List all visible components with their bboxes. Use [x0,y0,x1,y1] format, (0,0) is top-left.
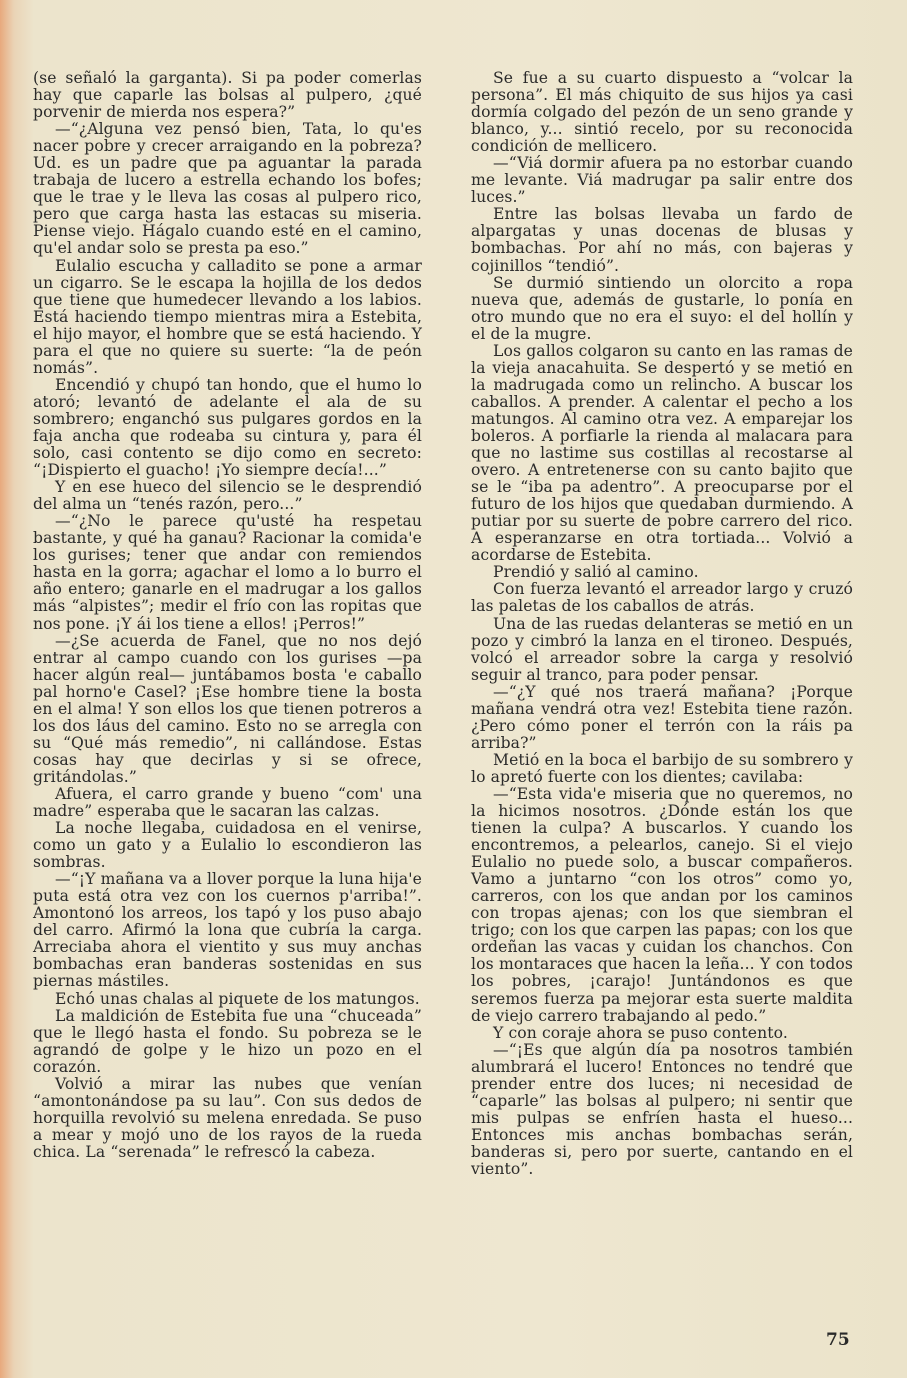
paragraph: Entre las bolsas llevaba un fardo de alpargatas y unas docenas de blusas y bombachas. Por ahí no más, con bajeras y cojinillos “tendió”. [471,205,853,275]
paragraph: Prendió y salió al camino. [493,563,699,582]
paragraph: Se durmió sintiendo un olorcito a ropa nueva que, además de gustarle, lo ponía en otro mundo que no era el suyo: el del hollín y el de la mugre. [471,273,853,343]
paragraph: Y en ese hueco del silencio se le desprendió del alma un “tenés razón, pero...” [33,478,422,514]
paragraph: Eulalio escucha y calladito se pone a armar un cigarro. Se le escapa la hojilla de los dedos que tiene que humedecer llevando a los labios. Está haciendo tiempo mientras mira a Estebita, el hijo mayor, el hombre que se está haciendo. Y para el que no quiere su suerte: “la de peón nomás”. [33,256,422,377]
paragraph: —“¡Es que algún día pa nosotros también alumbrará el lucero! Entonces no tendré que prender entre dos luces; ni necesidad de “caparle” las bolsas al pulpero; ni sentir que mis pulpas se enfríen hasta el hueso... Entonces mis anchas bombachas serán, banderas si, pero por suerte, cantando en el viento”. [471,1040,853,1178]
paragraph: Metió en la boca el barbijo de su sombrero y lo apretó fuerte con los dientes; cavilaba: [471,750,853,786]
right-text-column [471,70,853,1178]
paragraph: La maldición de Estebita fue una “chuceada” que le llegó hasta el fondo. Su pobreza se le agrandó de golpe y le hizo un pozo en el corazón. [33,1006,422,1076]
paragraph: Con fuerza levantó el arreador largo y cruzó las paletas de los caballos de atrás. [471,580,853,616]
paragraph: —¿Se acuerda de Fanel, que no nos dejó entrar al campo cuando con los gurises —pa hacer algún real— juntábamos bosta 'e caballo pal horno'e Casel? ¡Ese hombre tiene la bosta en el alma! Y son ellos los que tienen potreros a los dos láus del camino. Esto no se arregla con su “Qué más remedio”, ni callándose. Estas cosas hay que decirlas y si se ofrece, gritándolas.” [33,631,422,786]
paragraph: (se señaló la garganta). Si pa poder comerlas hay que caparle las bolsas al pulpero, ¿qué porvenir de mierda nos espera?” [33,69,422,122]
paragraph: Encendió y chupó tan hondo, que el humo lo atoró; levantó de adelante el ala de su sombrero; enganchó sus pulgares gordos en la faja ancha que rodeaba su cintura y, para él solo, casi contento se dijo como en secreto: “¡Dispierto el guacho! ¡Yo siempre decía!...” [33,375,422,480]
left-text-column [33,70,422,1161]
paragraph: Afuera, el carro grande y bueno “com' una madre” esperaba que le sacaran las calzas. [33,784,422,821]
paragraph: Y con coraje ahora se puso contento. [493,1023,788,1042]
paragraph: Volvió a mirar las nubes que venían “amontonándose pa su lau”. Con sus dedos de horquilla revolvió su melena enredada. Se puso a mear y mojó uno de los rayos de la rueda chica. La “serenada” le refrescó la cabeza. [33,1074,422,1161]
paragraph: —“Viá dormir afuera pa no estorbar cuando me levante. Viá madrugar pa salir entre dos luces.” [471,154,853,207]
paragraph: Echó unas chalas al piquete de los matungos. [55,989,420,1008]
paragraph: Una de las ruedas delanteras se metió en un pozo y cimbró la lanza en el tironeo. Después, volcó el arreador sobre la carga y resolvió seguir al tranco, para poder pensar. [471,614,853,684]
page-number: 75 [826,1330,850,1350]
paragraph: —“¿Alguna vez pensó bien, Tata, lo qu'es nacer pobre y crecer arraigando en la pobreza? Ud. es un padre que pa aguantar la parada trabaja de lucero a estrella echando los bofes; que le trae y le lleva las cosas al pulpero rico, pero que carga hasta las estacas su miseria. Piense viejo. Hágalo cuando esté en el camino, qu'el andar solo se presta pa eso.” [33,120,422,258]
paragraph: Los gallos colgaron su canto en las ramas de la vieja anacahuita. Se despertó y se metió en la madrugada como un relincho. A buscar los caballos. A prender. A calentar el pecho a los matungos. Al camino otra vez. A emparejar los boleros. A porfiarle la rienda al malacara para que no lastime sus costillas al recostarse al overo. A entretenerse con su canto bajito que se le “iba pa adentro”. A preocuparse por el futuro de los hijos que quedaban durmiendo. A putiar por su suerte de pobre carrero del rico. A esperanzarse en otra tortiada... Volvió a acordarse de Estebita. [471,341,853,565]
paragraph: La noche llegaba, cuidadosa en el venirse, como un gato y a Eulalio lo escondieron las sombras. [33,819,422,872]
paragraph: Se fue a su cuarto dispuesto a “volcar la persona”. El más chiquito de sus hijos ya casi dormía colgado del pezón de un seno grande y blanco, y... sintió recelo, por su reconocida condición de mellicero. [471,69,853,156]
paragraph: —“¿No le parece qu'usté ha respetau bastante, y qué ha ganau? Racionar la comida'e los gurises; tener que andar con remiendos hasta en la gorra; agachar el lomo a lo burro el año entero; ganarle en el madrugar a los gallos más “alpistes”; medir el frío con las ropitas que nos pone. ¡Y ái los tiene a ellos! ¡Perros!” [33,512,422,633]
paragraph: —“Esta vida'e miseria que no queremos, no la hicimos nosotros. ¿Dónde están los que tienen la culpa? A buscarlos. Y cuando los encontremos, a pelearlos, canejo. Si el viejo Eulalio no puede solo, a buscar compañeros. Vamo a juntarno “con los otros” como yo, carreros, con los que andan por los caminos con tropas ajenas; con los que siembran el trigo; con los que carpen las papas; con los que ordeñan las vacas y cuidan los chanchos. Con los montaraces que hacen la leña... Y con todos los pobres, ¡carajo! Juntándonos es que seremos fuerza pa mejorar esta suerte maldita de viejo carrero trabajando al pedo.” [471,784,853,1025]
paragraph: —“¿Y qué nos traerá mañana? ¡Porque mañana vendrá otra vez! Estebita tiene razón. ¿Pero cómo poner el terrón con la ráis pa arriba?” [471,682,853,752]
paragraph: —“¡Y mañana va a llover porque la luna hija'e puta está otra vez con los cuernos p'arriba!”. Amontonó los arreos, los tapó y los puso abajo del carro. Afirmó la lona que cubría la carga. Arreciaba ahora el vientito y sus muy anchas bombachas eran banderas sostenidas en sus piernas mástiles. [33,870,422,991]
